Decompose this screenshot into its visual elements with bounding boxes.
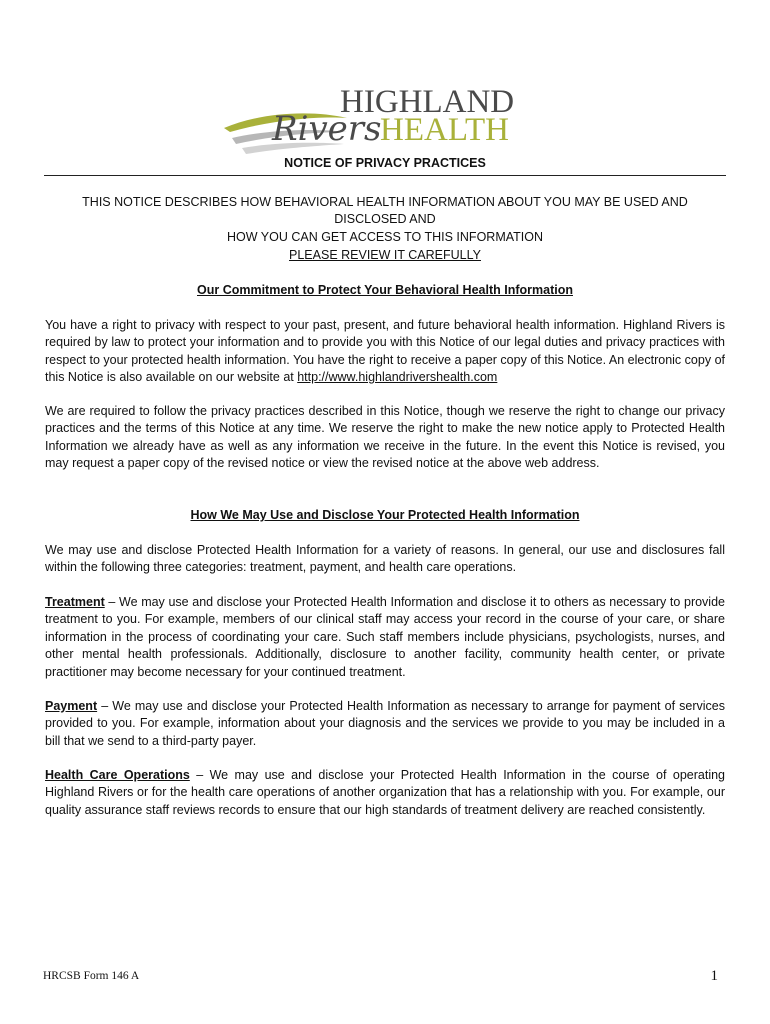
payment-label: Payment (45, 699, 98, 713)
commitment-paragraph-1-text: You have a right to privacy with respect to your past, present, and future behavioral health information. Highland Rivers is required by law to protect your information and to provide you with this Notice of our legal duties and privacy practices with respect to your protected health information. You have the right to receive a paper copy of this Notice. An electronic copy of this Notice is also available on our website at (45, 318, 725, 385)
payment-text: – We may use and disclose your Protected Health Information as necessary to arrange for payment of services provided to you. For example, information about your diagnosis and the services we provide to you may be included in a bill that we send to a third-party payer. (45, 699, 725, 748)
operations-paragraph (45, 767, 725, 819)
treatment-label: Treatment (45, 595, 105, 609)
title-divider (44, 175, 726, 176)
logo-word-highland: HIGHLAND (340, 84, 515, 120)
intro-line-1: THIS NOTICE DESCRIBES HOW BEHAVIORAL HEALTH INFORMATION ABOUT YOU MAY BE USED AND DISCLOSED AND (82, 195, 688, 227)
review-notice: PLEASE REVIEW IT CAREFULLY (289, 248, 481, 262)
page-title: NOTICE OF PRIVACY PRACTICES (284, 156, 486, 170)
intro-notice (45, 194, 725, 246)
use-disclose-heading: How We May Use and Disclose Your Protected Health Information (190, 508, 580, 522)
intro-line-2: HOW YOU CAN GET ACCESS TO THIS INFORMATION (226, 229, 543, 244)
operations-text: – We may use and disclose your Protected Health Information in the course of operating Highland Rivers or for the health care operations of another organization that has a relationship with you. For example, our quality assurance staff reviews records to ensure that our high standards of treatment delivery are reached consistently. (45, 768, 725, 817)
operations-label: Health Care Operations (45, 768, 190, 782)
form-identifier: HRCSB Form 146 A (43, 970, 140, 982)
website-link[interactable]: http://www.highlandrivershealth.com (297, 370, 498, 385)
commitment-heading: Our Commitment to Protect Your Behavioral Health Information (197, 283, 573, 297)
highland-rivers-logo (222, 82, 552, 162)
commitment-paragraph-1 (45, 317, 725, 387)
use-disclose-intro: We may use and disclose Protected Health Information for a variety of reasons. In general, our use and disclosures fall within the following three categories: treatment, payment, and health care operations. (45, 543, 725, 575)
page-number: 1 (710, 968, 718, 984)
logo-word-health: HEALTH (380, 112, 509, 148)
treatment-paragraph (45, 594, 725, 681)
payment-paragraph (45, 698, 725, 750)
treatment-text: – We may use and disclose your Protected Health Information and disclose it to others as necessary to provide treatment to you. For example, members of our clinical staff may access your record in the course of your care, or share information in the process of coordinating your care. Such staff members include physicians, psychologists, nurses, and other mental health professionals. Additionally, disclosure to another facility, community health center, or private practitioner may become necessary for your continued treatment. (45, 595, 725, 679)
commitment-paragraph-2: We are required to follow the privacy practices described in this Notice, though we reserve the right to change our privacy practices and the terms of this Notice at any time. We reserve the right to make the new notice apply to Protected Health Information we already have as well as any information we receive in the future. In the event this Notice is revised, you may request a paper copy of the revised notice or view the revised notice at the above web address. (45, 404, 725, 471)
logo-word-rivers: Rivers (272, 109, 382, 149)
